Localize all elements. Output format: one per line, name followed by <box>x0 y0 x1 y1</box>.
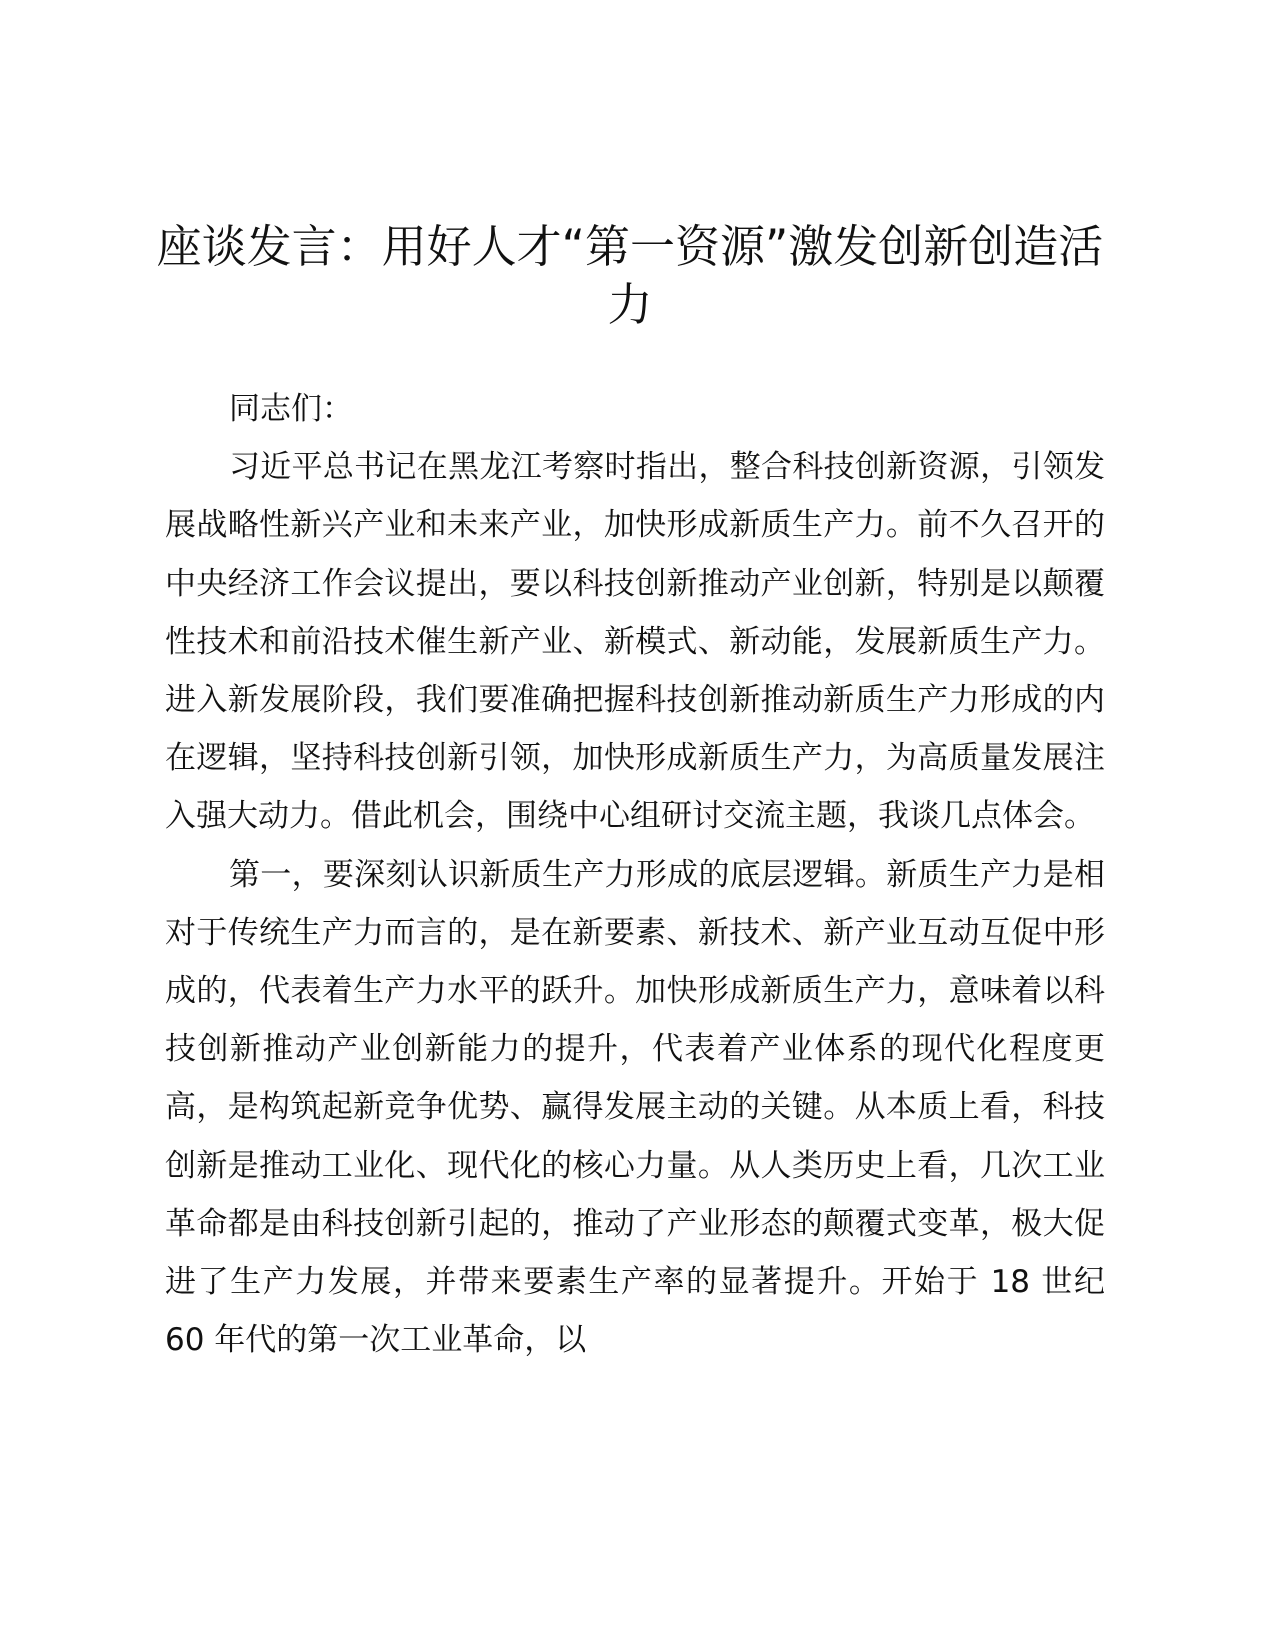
document-body <box>165 380 1105 1369</box>
paragraph-intro: 习近平总书记在黑龙江考察时指出，整合科技创新资源，引领发展战略性新兴产业和未来产业，加快形成新质生产力。前不久召开的中央经济工作会议提出，要以科技创新推动产业创新，特别是以颠覆性技术和前沿技术催生新产业、新模式、新动能，发展新质生产力。进入新发展阶段，我们要准确把握科技创新推动新质生产力形成的内在逻辑，坚持科技创新引领，加快形成新质生产力，为高质量发展注入强大动力。借此机会，围绕中心组研讨交流主题，我谈几点体会。 <box>165 449 1105 835</box>
paragraph-point-one: 第一，要深刻认识新质生产力形成的底层逻辑。新质生产力是相对于传统生产力而言的，是在新要素、新技术、新产业互动互促中形成的，代表着生产力水平的跃升。加快形成新质生产力，意味着以科技创新推动产业创新能力的提升，代表着产业体系的现代化程度更高，是构筑起新竞争优势、赢得发展主动的关键。从本质上看，科技创新是推动工业化、现代化的核心力量。从人类历史上看，几次工业革命都是由科技创新引起的，推动了产业形态的颠覆式变革，极大促进了生产力发展，并带来要素生产率的显著提升。开始于 18 世纪 60 年代的第一次工业革命，以 <box>165 856 1105 1359</box>
document-title: 座谈发言：用好人才“第一资源”激发创新创造活力 <box>156 220 1104 331</box>
salutation: 同志们： <box>229 391 353 427</box>
